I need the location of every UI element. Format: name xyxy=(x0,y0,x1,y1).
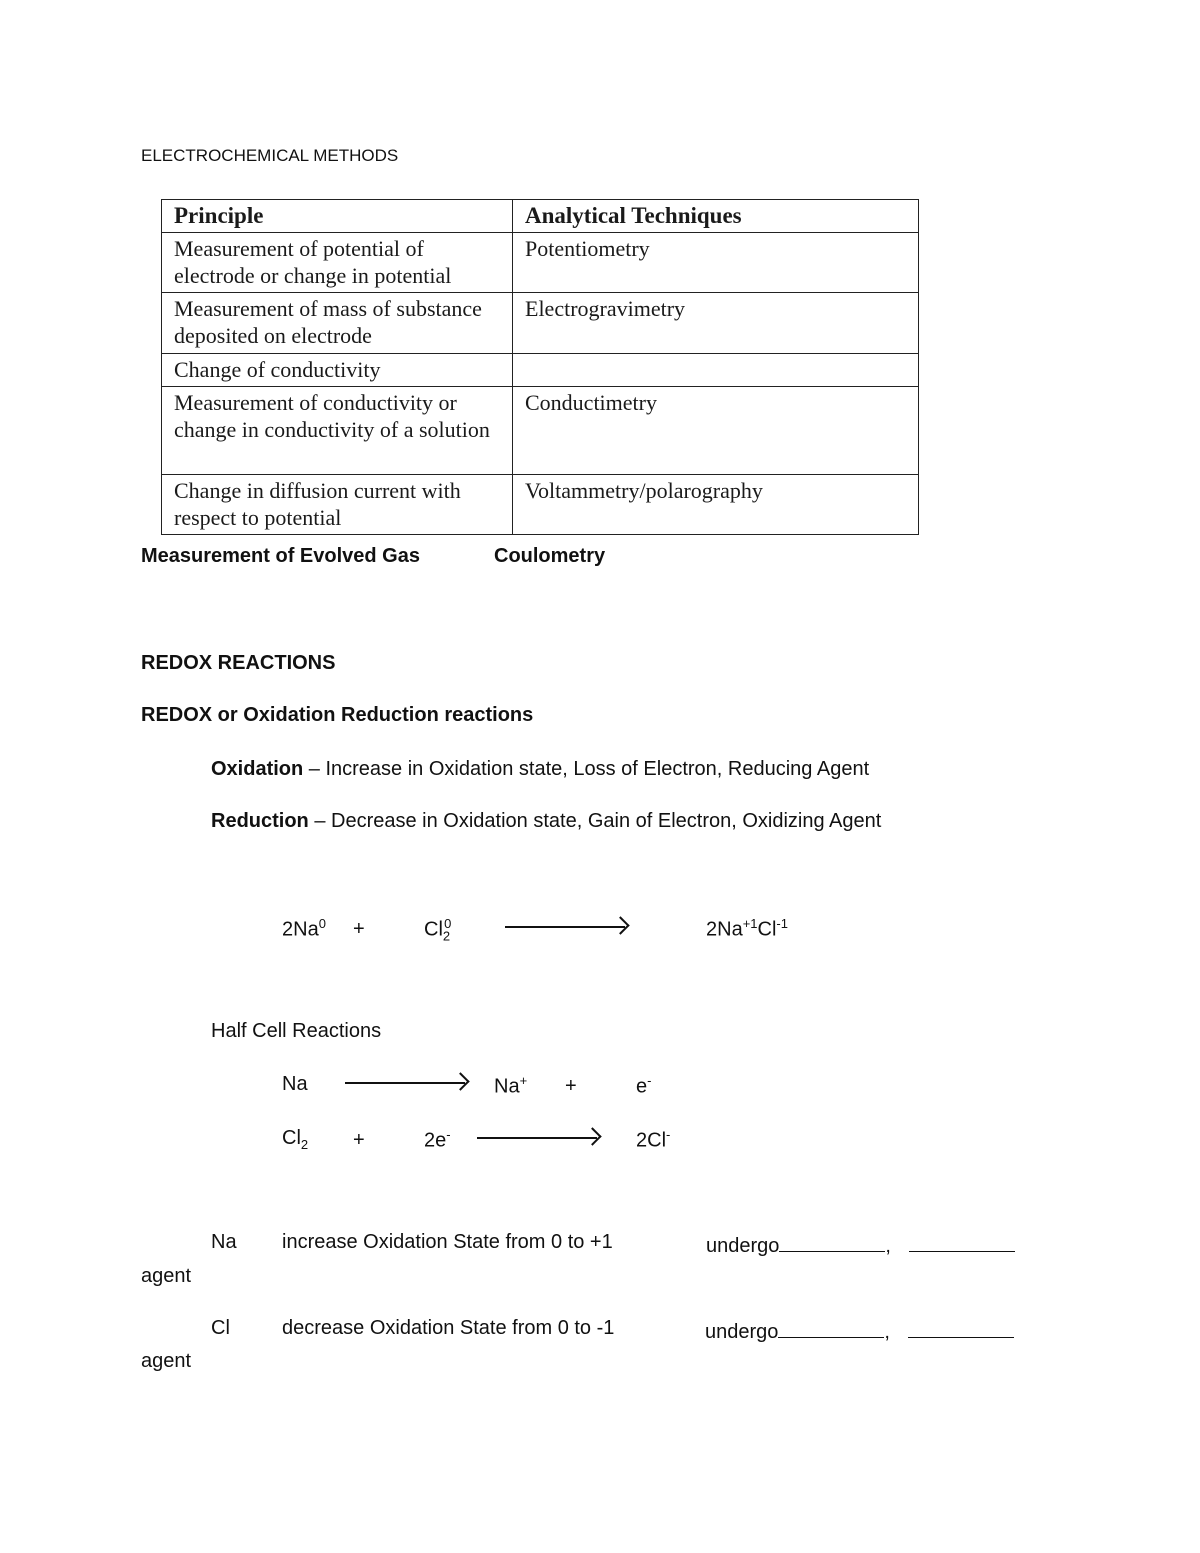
equation-plus: + xyxy=(353,918,365,940)
statement-1-undergo-text: undergo xyxy=(706,1235,780,1257)
product-sup-2: -1 xyxy=(776,916,788,931)
half-2-electron-text: 2e xyxy=(424,1129,447,1152)
half-1-product-text: Na xyxy=(494,1075,520,1098)
extra-technique: Coulometry xyxy=(494,545,606,567)
statement-1-element: Na xyxy=(211,1231,237,1253)
cell-technique: Potentiometry xyxy=(513,233,919,293)
cell-principle: Change of conductivity xyxy=(162,354,513,387)
cell-technique: Electrogravimetry xyxy=(513,293,919,354)
statement-2-undergo-text: undergo xyxy=(705,1321,779,1343)
cell-technique: Voltammetry/polarography xyxy=(513,475,919,535)
reduction-term: Reduction xyxy=(211,810,309,832)
half-2-product-text: 2Cl xyxy=(636,1129,667,1152)
statement-2-undergo xyxy=(705,1317,1014,1344)
half-2-reactant xyxy=(282,1127,308,1152)
header-analytical-techniques: Analytical Techniques xyxy=(513,200,919,233)
oxidation-text: – Increase in Oxidation state, Loss of Electron, Reducing Agent xyxy=(303,758,870,780)
statement-1-text: increase Oxidation State from 0 to +1 xyxy=(282,1231,613,1253)
reduction-definition xyxy=(211,810,881,833)
reactant-2-text: Cl xyxy=(424,918,443,941)
oxidation-definition xyxy=(211,758,869,781)
statement-1-undergo xyxy=(706,1231,1015,1258)
oxidation-term: Oxidation xyxy=(211,758,304,780)
section-title-redox: REDOX REACTIONS xyxy=(141,652,336,674)
half-1-electron-sup: - xyxy=(647,1073,652,1088)
statement-2-element: Cl xyxy=(211,1317,230,1339)
statement-1-blank-2[interactable] xyxy=(909,1231,1015,1252)
equation-reactant-2 xyxy=(424,916,451,944)
half-2-electron-sup: - xyxy=(446,1127,451,1142)
half-1-electron-text: e xyxy=(636,1075,648,1098)
half-2-product xyxy=(636,1127,670,1153)
half-1-plus: + xyxy=(565,1075,577,1097)
cell-principle: Measurement of mass of substance deposited on electrode xyxy=(162,293,513,354)
product-text: 2Na xyxy=(706,918,743,941)
cell-principle: Measurement of potential of electrode or change in potential xyxy=(162,233,513,293)
extra-principle: Measurement of Evolved Gas xyxy=(141,545,420,567)
statement-1-blank-1[interactable] xyxy=(779,1231,885,1252)
cell-principle: Change in diffusion current with respect to potential xyxy=(162,475,513,535)
statement-2-blank-1[interactable] xyxy=(778,1317,884,1338)
product-sup-1: +1 xyxy=(742,916,758,931)
half-2-reactant-sub: 2 xyxy=(300,1137,309,1152)
equation-product xyxy=(706,916,788,942)
statement-1-agent: agent xyxy=(141,1265,192,1287)
statement-1-comma: , xyxy=(885,1235,891,1257)
table-row xyxy=(162,293,919,354)
half-2-arrow xyxy=(477,1137,597,1139)
half-1-reactant: Na xyxy=(282,1073,308,1095)
half-2-reactant-text: Cl xyxy=(282,1127,301,1149)
statement-2-text: decrease Oxidation State from 0 to -1 xyxy=(282,1317,615,1339)
half-cell-title: Half Cell Reactions xyxy=(211,1020,382,1042)
reduction-text: – Decrease in Oxidation state, Gain of Electron, Oxidizing Agent xyxy=(308,810,882,832)
reactant-1-sup: 0 xyxy=(318,916,326,931)
table-row xyxy=(162,354,919,387)
table-row xyxy=(162,387,919,475)
section-title-electrochemical: ELECTROCHEMICAL METHODS xyxy=(141,146,399,165)
reaction-arrow xyxy=(505,926,625,928)
table-row xyxy=(162,475,919,535)
half-1-product xyxy=(494,1073,527,1099)
equation-reactant-1 xyxy=(282,916,326,942)
statement-2-agent: agent xyxy=(141,1350,192,1372)
table-row xyxy=(162,233,919,293)
cell-principle: Measurement of conductivity or change in conductivity of a solution xyxy=(162,387,513,475)
half-1-electron xyxy=(636,1073,651,1099)
cell-technique xyxy=(513,354,919,387)
electrochemical-methods-table xyxy=(161,199,919,535)
half-1-product-sup: + xyxy=(519,1073,528,1088)
cell-technique: Conductimetry xyxy=(513,387,919,475)
redox-subtitle: REDOX or Oxidation Reduction reactions xyxy=(141,704,534,726)
product-mid-text: Cl xyxy=(757,918,777,941)
half-2-plus: + xyxy=(353,1129,365,1151)
statement-2-comma: , xyxy=(884,1321,890,1343)
half-2-product-sup: - xyxy=(666,1127,671,1142)
statement-2-blank-2[interactable] xyxy=(908,1317,1014,1338)
reactant-1-text: 2Na xyxy=(282,918,319,941)
half-1-arrow xyxy=(345,1082,465,1084)
reactant-2-sup: 0 xyxy=(444,916,452,931)
reactant-2-sub: 2 xyxy=(442,928,451,944)
header-principle: Principle xyxy=(162,200,513,233)
half-2-electron xyxy=(424,1127,451,1153)
table-header-row xyxy=(162,200,919,233)
